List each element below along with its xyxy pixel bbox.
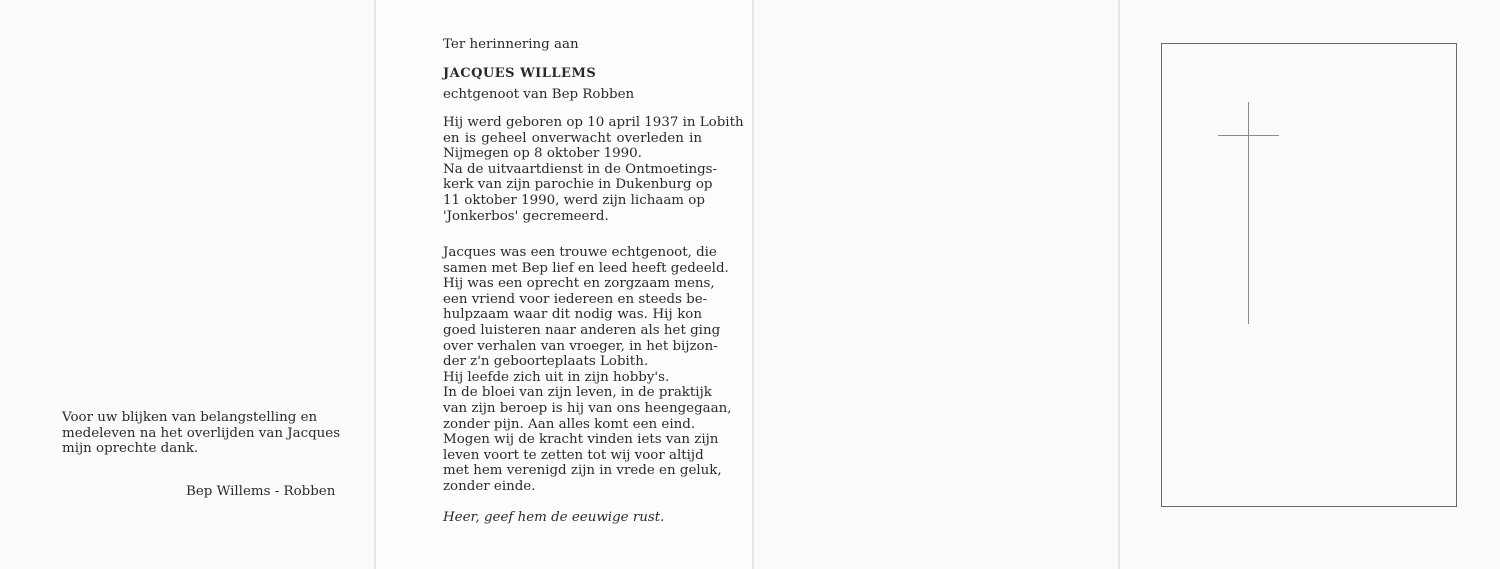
text-line: In de bloei van zijn leven, in de praktijk <box>443 385 712 401</box>
thanks-panel <box>0 0 374 569</box>
cover-frame <box>1161 43 1457 507</box>
text-line: en is geheel onverwacht overleden in <box>443 130 702 146</box>
text-line: Jacques was een trouwe echtgenoot, die <box>443 245 717 260</box>
text-line: Hij werd geboren op 10 april 1937 in Lobith <box>443 115 744 130</box>
thanks-message <box>62 410 341 457</box>
cover-panel <box>1120 0 1500 569</box>
text-line: zonder pijn. Aan alles komt een eind. <box>443 416 696 432</box>
thanks-line: medeleven na het overlijden van Jacques <box>62 425 341 441</box>
thanks-line: mijn oprechte dank. <box>62 441 199 457</box>
signature: Bep Willems - Robben <box>186 484 336 499</box>
intro-text: Ter herinnering aan <box>443 37 579 52</box>
obituary-panel <box>376 0 752 569</box>
thanks-line: Voor uw blijken van belangstelling en <box>62 410 318 425</box>
text-line: 'Jonkerbos' gecremeerd. <box>443 208 609 224</box>
text-line: een vriend voor iedereen en steeds be- <box>443 291 708 307</box>
text-line: samen met Bep lief en leed heeft gedeeld. <box>443 260 729 276</box>
cross-horizontal-bar <box>1218 135 1279 136</box>
text-line: van zijn beroep is hij van ons heengegaan, <box>443 400 732 416</box>
biography-paragraph <box>443 115 744 224</box>
text-line: Hij was een oprecht en zorgzaam mens, <box>443 276 715 292</box>
text-line: Na de uitvaartdienst in de Ontmoetings- <box>443 161 718 177</box>
text-line: zonder einde. <box>443 478 536 494</box>
blank-panel <box>754 0 1118 569</box>
text-line: kerk van zijn parochie in Dukenburg op <box>443 177 713 193</box>
text-line: hulpzaam waar dit nodig was. Hij kon <box>443 307 702 323</box>
tribute-paragraph <box>443 245 732 495</box>
text-line: over verhalen van vroeger, in het bijzon- <box>443 338 718 354</box>
text-line: 11 oktober 1990, werd zijn lichaam op <box>443 192 705 208</box>
text-line: der z'n geboorteplaats Lobith. <box>443 354 649 370</box>
text-line: goed luisteren naar anderen als het ging <box>443 322 721 338</box>
text-line: leven voort te zetten tot wij voor altijd <box>443 447 704 463</box>
deceased-name: JACQUES WILLEMS <box>443 66 597 81</box>
text-line: Mogen wij de kracht vinden iets van zijn <box>443 432 719 448</box>
text-line: met hem verenigd zijn in vrede en geluk, <box>443 463 722 479</box>
text-line: Hij leefde zich uit in zijn hobby's. <box>443 369 670 385</box>
spouse-line: echtgenoot van Bep Robben <box>443 87 635 102</box>
text-line: Nijmegen op 8 oktober 1990. <box>443 146 642 162</box>
prayer-line: Heer, geef hem de eeuwige rust. <box>443 510 665 525</box>
